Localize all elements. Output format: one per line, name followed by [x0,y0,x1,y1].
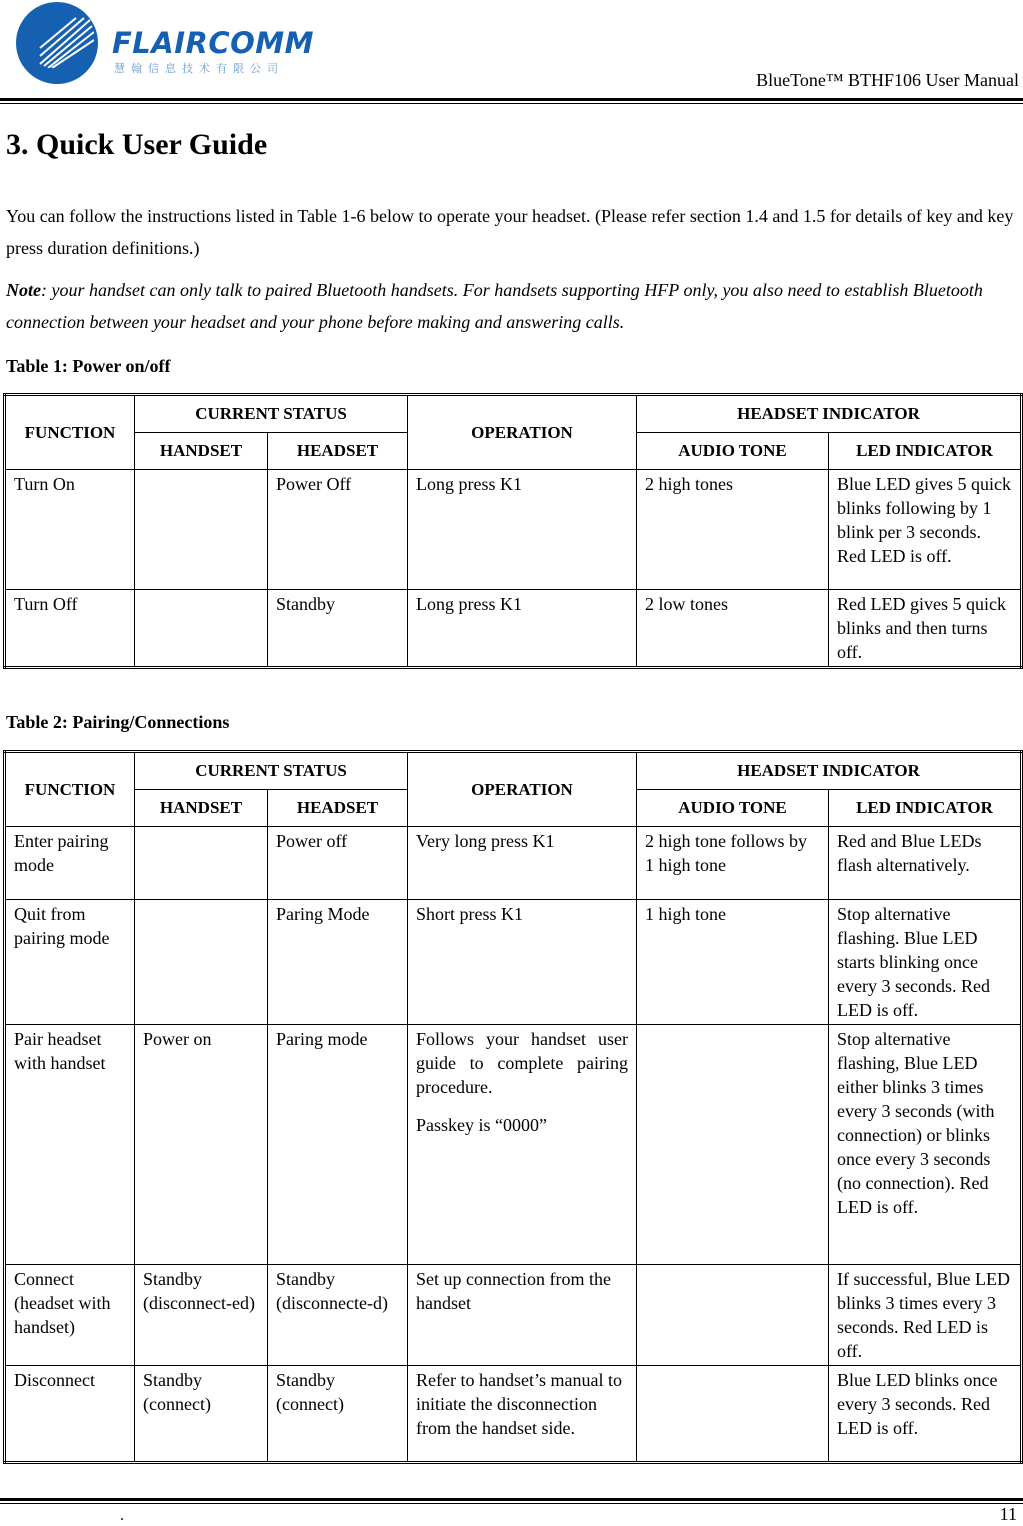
col-function: FUNCTION [5,395,135,470]
page-number: 11 [999,1504,1017,1524]
cell-function: Connect (headset with handset) [5,1265,135,1366]
logo-globe-icon [16,2,98,84]
cell-operation: Long press K1 [408,590,637,668]
col-headset: HEADSET [268,433,408,470]
table2-caption: Table 2: Pairing/Connections [6,712,230,732]
cell-led: Stop alternative flashing, Blue LED either blinks 3 times every 3 seconds (with connection) or blinks once every 3 seconds (no connection). Red LED is off. [829,1025,1022,1265]
cell-operation: Refer to handset’s manual to initiate the disconnection from the handset side. [408,1366,637,1463]
col-headset-indicator: HEADSET INDICATOR [637,395,1022,433]
cell-function: Pair headset with handset [5,1025,135,1265]
cell-headset: Power Off [268,470,408,590]
col-current-status: CURRENT STATUS [135,395,408,433]
pairing-table [3,750,1023,1464]
cell-headset: Paring mode [268,1025,408,1265]
cell-function: Disconnect [5,1366,135,1463]
table-row [5,1265,1022,1366]
power-table [3,393,1023,669]
flaircomm-logo [8,2,315,84]
cell-function: Turn Off [5,590,135,668]
cell-headset: Standby (connect) [268,1366,408,1463]
operation-text: Follows your handset user guide to complete pairing procedure. [416,1029,628,1097]
table1-caption: Table 1: Power on/off [6,356,171,376]
cell-handset: Standby (connect) [135,1366,268,1463]
cell-handset: Standby (disconnect-ed) [135,1265,268,1366]
col-handset: HANDSET [135,790,268,827]
cell-audio-tone: 2 high tone follows by 1 high tone [637,827,829,900]
col-operation: OPERATION [408,395,637,470]
note-label: Note [6,280,41,300]
cell-led: Red LED gives 5 quick blinks and then turns off. [829,590,1022,668]
cell-led: Blue LED gives 5 quick blinks following by 1 blink per 3 seconds. Red LED is off. [829,470,1022,590]
cell-headset: Paring Mode [268,900,408,1025]
col-function: FUNCTION [5,752,135,827]
col-led-indicator: LED INDICATOR [829,433,1022,470]
col-audio-tone: AUDIO TONE [637,433,829,470]
footer-rule [0,1498,1023,1504]
cell-operation: Set up connection from the handset [408,1265,637,1366]
passkey-text: Passkey is “0000” [416,1115,547,1135]
table-row [5,590,1022,668]
cell-handset [135,900,268,1025]
cell-headset: Power off [268,827,408,900]
note-text: : your handset can only talk to paired Bluetooth handsets. For handsets supporting HFP only, you also need to establish Bluetooth connection between your headset and your phone before making and answering calls. [6,280,983,332]
cell-audio-tone [637,1025,829,1265]
table-row [5,1025,1022,1265]
cell-operation: Very long press K1 [408,827,637,900]
brand-name: FLAIRCOMM [112,26,315,60]
table-row [5,1366,1022,1463]
section-title: 3. Quick User Guide [6,128,268,161]
cell-function: Turn On [5,470,135,590]
intro-paragraph: You can follow the instructions listed in Table 1-6 below to operate your headset. (Please refer section 1.4 and 1.5 for details of key and key press duration definitions.) [6,206,1014,258]
cell-led: Blue LED blinks once every 3 seconds. Red LED is off. [829,1366,1022,1463]
cell-audio-tone: 1 high tone [637,900,829,1025]
cell-function: Enter pairing mode [5,827,135,900]
col-led-indicator: LED INDICATOR [829,790,1022,827]
header-rule [0,98,1023,104]
col-current-status: CURRENT STATUS [135,752,408,790]
note-paragraph [6,274,1016,338]
brand-subtitle: 慧翰信息技术有限公司 [114,62,284,75]
cell-led: If successful, Blue LED blinks 3 times every 3 seconds. Red LED is off. [829,1265,1022,1366]
cell-operation: Short press K1 [408,900,637,1025]
cell-audio-tone [637,1265,829,1366]
table-row [5,827,1022,900]
cell-handset [135,590,268,668]
cell-headset: Standby [268,590,408,668]
col-headset: HEADSET [268,790,408,827]
manual-title: BlueTone™ BTHF106 User Manual [756,70,1019,90]
footer-dot: . [120,1507,124,1524]
col-headset-indicator: HEADSET INDICATOR [637,752,1022,790]
cell-audio-tone [637,1366,829,1463]
table-row [5,470,1022,590]
cell-operation: Long press K1 [408,470,637,590]
cell-handset [135,470,268,590]
cell-audio-tone: 2 high tones [637,470,829,590]
cell-led: Stop alternative flashing. Blue LED starts blinking once every 3 seconds. Red LED is off. [829,900,1022,1025]
cell-handset: Power on [135,1025,268,1265]
cell-headset: Standby (disconnecte-d) [268,1265,408,1366]
cell-function: Quit from pairing mode [5,900,135,1025]
table-row [5,900,1022,1025]
col-operation: OPERATION [408,752,637,827]
col-handset: HANDSET [135,433,268,470]
col-audio-tone: AUDIO TONE [637,790,829,827]
cell-audio-tone: 2 low tones [637,590,829,668]
cell-handset [135,827,268,900]
cell-led: Red and Blue LEDs flash alternatively. [829,827,1022,900]
cell-operation [408,1025,637,1265]
